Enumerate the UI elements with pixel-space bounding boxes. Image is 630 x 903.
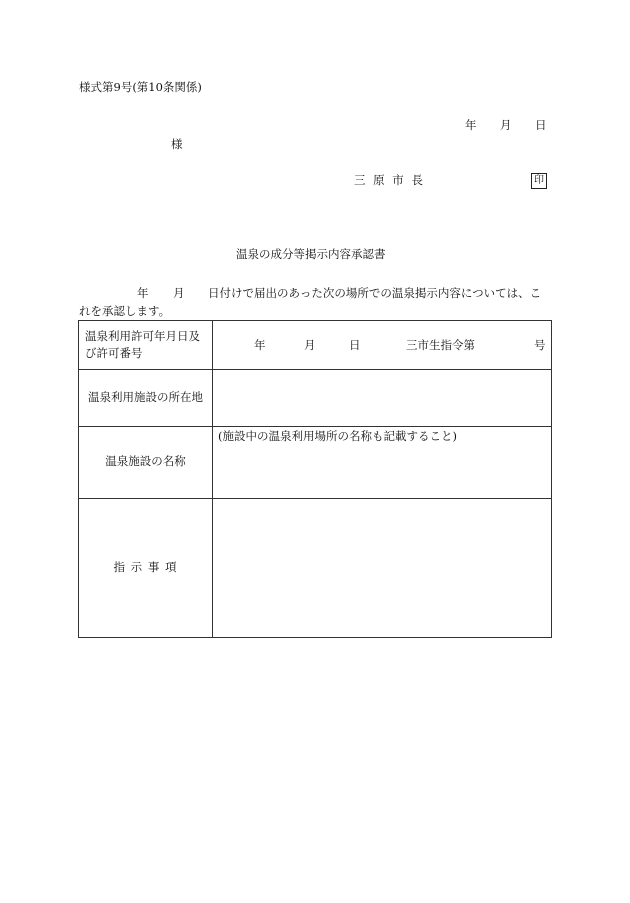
permit-year-label: 年	[254, 338, 266, 352]
body-text-line1: 日付けで届出のあった次の場所での温泉掲示内容については、こ	[208, 286, 542, 300]
body-month-label: 月	[173, 286, 185, 300]
facility-name-label: 温泉施設の名称	[105, 454, 186, 469]
facility-address-label: 温泉利用施設の所在地	[88, 389, 203, 404]
issuer-name: 三 原 市 長	[354, 173, 425, 187]
permit-label-line2: び許可番号	[85, 346, 143, 360]
date-year-label: 年	[465, 118, 477, 132]
date-day-label: 日	[535, 118, 547, 132]
date-month-label: 月	[500, 118, 512, 132]
instructions-label: 指 示 事 項	[113, 559, 178, 574]
addressee-suffix: 様	[171, 137, 183, 151]
permit-day-label: 日	[349, 338, 361, 352]
form-number: 様式第9号(第10条関係)	[79, 80, 202, 94]
seal-mark: 印	[531, 173, 547, 189]
permit-month-label: 月	[304, 338, 316, 352]
document-title: 温泉の成分等掲示内容承認書	[236, 247, 386, 261]
body-text-line2: れを承認します。	[79, 304, 171, 318]
permit-number-prefix: 三市生指令第	[406, 338, 475, 352]
body-year-label: 年	[137, 286, 149, 300]
permit-date-number-label	[79, 321, 212, 369]
permit-number-suffix: 号	[534, 338, 546, 352]
permit-label-line1: 温泉利用許可年月日及	[85, 328, 200, 343]
facility-name-note: (施設中の温泉利用場所の名称も記載すること)	[218, 429, 457, 443]
form-table	[78, 320, 552, 638]
